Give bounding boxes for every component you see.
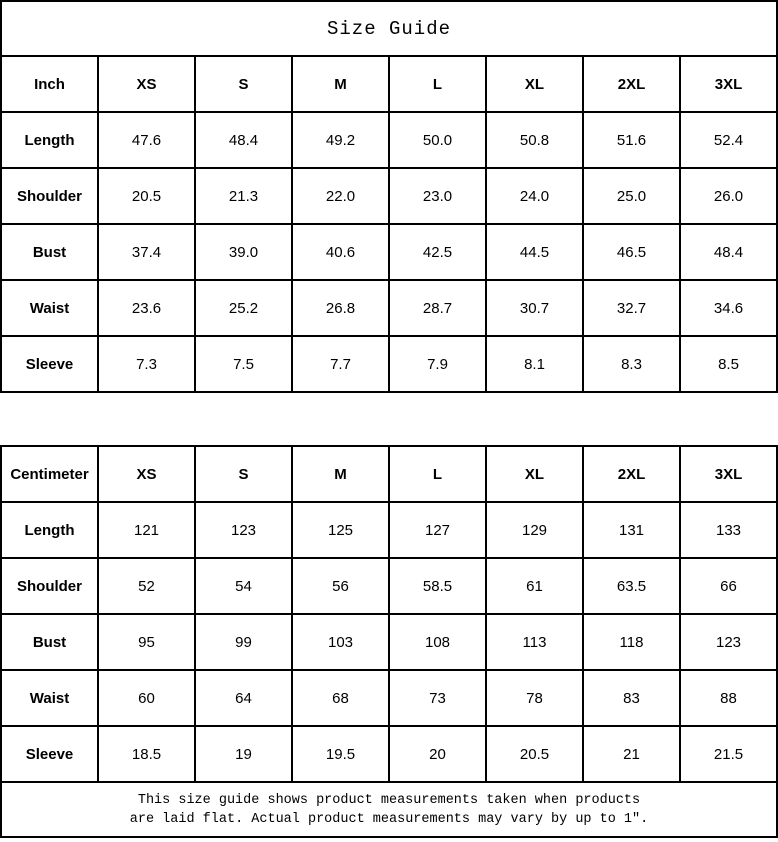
size-column-header: 2XL — [583, 56, 680, 112]
measurement-row — [1, 224, 777, 280]
size-column-header: M — [292, 56, 389, 112]
measurement-value: 42.5 — [389, 224, 486, 280]
measurement-value: 118 — [583, 614, 680, 670]
measurement-value: 64 — [195, 670, 292, 726]
measurement-value: 8.5 — [680, 336, 777, 392]
measurement-value: 7.3 — [98, 336, 195, 392]
measurement-label: Length — [1, 502, 98, 558]
page-title: Size Guide — [0, 0, 778, 57]
measurement-value: 60 — [98, 670, 195, 726]
measurement-value: 51.6 — [583, 112, 680, 168]
measurement-label: Length — [1, 112, 98, 168]
measurement-value: 40.6 — [292, 224, 389, 280]
measurement-value: 25.0 — [583, 168, 680, 224]
footer-note-line2: are laid flat. Actual product measurements may vary by up to 1″. — [129, 811, 649, 827]
measurement-value: 68 — [292, 670, 389, 726]
measurement-label: Sleeve — [1, 336, 98, 392]
size-column-header: S — [195, 56, 292, 112]
size-header-row — [1, 56, 777, 112]
measurement-label: Shoulder — [1, 168, 98, 224]
measurement-value: 66 — [680, 558, 777, 614]
measurement-value: 26.0 — [680, 168, 777, 224]
measurement-value: 61 — [486, 558, 583, 614]
measurement-value: 24.0 — [486, 168, 583, 224]
measurement-row — [1, 670, 777, 726]
size-column-header: 3XL — [680, 446, 777, 502]
size-column-header: L — [389, 446, 486, 502]
measurement-value: 19.5 — [292, 726, 389, 782]
measurement-value: 22.0 — [292, 168, 389, 224]
measurement-value: 49.2 — [292, 112, 389, 168]
measurement-value: 123 — [680, 614, 777, 670]
measurement-row — [1, 502, 777, 558]
measurement-value: 113 — [486, 614, 583, 670]
measurement-value: 78 — [486, 670, 583, 726]
measurement-value: 48.4 — [195, 112, 292, 168]
measurement-value: 23.6 — [98, 280, 195, 336]
size-column-header: S — [195, 446, 292, 502]
measurement-value: 20 — [389, 726, 486, 782]
measurement-label: Waist — [1, 670, 98, 726]
measurement-value: 21.3 — [195, 168, 292, 224]
measurement-row — [1, 280, 777, 336]
size-column-header: XL — [486, 446, 583, 502]
unit-label: Inch — [1, 56, 98, 112]
measurement-label: Waist — [1, 280, 98, 336]
measurement-value: 8.3 — [583, 336, 680, 392]
measurement-label: Bust — [1, 224, 98, 280]
measurement-value: 8.1 — [486, 336, 583, 392]
measurement-value: 99 — [195, 614, 292, 670]
size-column-header: M — [292, 446, 389, 502]
measurement-label: Sleeve — [1, 726, 98, 782]
size-column-header: XS — [98, 446, 195, 502]
measurement-value: 7.7 — [292, 336, 389, 392]
measurement-value: 50.8 — [486, 112, 583, 168]
measurement-value: 95 — [98, 614, 195, 670]
size-header-row — [1, 446, 777, 502]
measurement-value: 46.5 — [583, 224, 680, 280]
measurement-value: 52 — [98, 558, 195, 614]
measurement-value: 34.6 — [680, 280, 777, 336]
size-column-header: L — [389, 56, 486, 112]
measurement-value: 23.0 — [389, 168, 486, 224]
measurement-value: 54 — [195, 558, 292, 614]
footer-note — [0, 781, 778, 838]
measurement-row — [1, 168, 777, 224]
measurement-value: 121 — [98, 502, 195, 558]
measurement-row — [1, 336, 777, 392]
unit-label: Centimeter — [1, 446, 98, 502]
size-column-header: XL — [486, 56, 583, 112]
measurement-value: 7.5 — [195, 336, 292, 392]
measurement-value: 20.5 — [486, 726, 583, 782]
measurement-value: 73 — [389, 670, 486, 726]
measurement-value: 26.8 — [292, 280, 389, 336]
measurement-value: 7.9 — [389, 336, 486, 392]
measurement-row — [1, 112, 777, 168]
measurement-row — [1, 614, 777, 670]
size-column-header: 2XL — [583, 446, 680, 502]
measurement-value: 25.2 — [195, 280, 292, 336]
measurement-value: 56 — [292, 558, 389, 614]
measurement-value: 21 — [583, 726, 680, 782]
measurement-value: 32.7 — [583, 280, 680, 336]
measurement-value: 133 — [680, 502, 777, 558]
measurement-value: 21.5 — [680, 726, 777, 782]
measurement-value: 88 — [680, 670, 777, 726]
measurement-row — [1, 726, 777, 782]
measurement-value: 28.7 — [389, 280, 486, 336]
size-column-header: XS — [98, 56, 195, 112]
measurement-value: 37.4 — [98, 224, 195, 280]
measurement-value: 58.5 — [389, 558, 486, 614]
measurement-value: 127 — [389, 502, 486, 558]
measurement-value: 39.0 — [195, 224, 292, 280]
size-column-header: 3XL — [680, 56, 777, 112]
measurement-value: 108 — [389, 614, 486, 670]
measurement-value: 50.0 — [389, 112, 486, 168]
measurement-label: Shoulder — [1, 558, 98, 614]
measurement-row — [1, 558, 777, 614]
size-table-inch — [0, 55, 778, 393]
measurement-value: 63.5 — [583, 558, 680, 614]
measurement-value: 131 — [583, 502, 680, 558]
footer-note-line1: This size guide shows product measurements taken when products — [137, 792, 641, 808]
measurement-value: 30.7 — [486, 280, 583, 336]
table-spacer — [0, 393, 778, 445]
measurement-value: 83 — [583, 670, 680, 726]
measurement-value: 48.4 — [680, 224, 777, 280]
measurement-value: 19 — [195, 726, 292, 782]
measurement-label: Bust — [1, 614, 98, 670]
measurement-value: 52.4 — [680, 112, 777, 168]
measurement-value: 47.6 — [98, 112, 195, 168]
size-table-centimeter — [0, 445, 778, 783]
measurement-value: 123 — [195, 502, 292, 558]
measurement-value: 129 — [486, 502, 583, 558]
measurement-value: 18.5 — [98, 726, 195, 782]
measurement-value: 125 — [292, 502, 389, 558]
measurement-value: 20.5 — [98, 168, 195, 224]
measurement-value: 103 — [292, 614, 389, 670]
measurement-value: 44.5 — [486, 224, 583, 280]
